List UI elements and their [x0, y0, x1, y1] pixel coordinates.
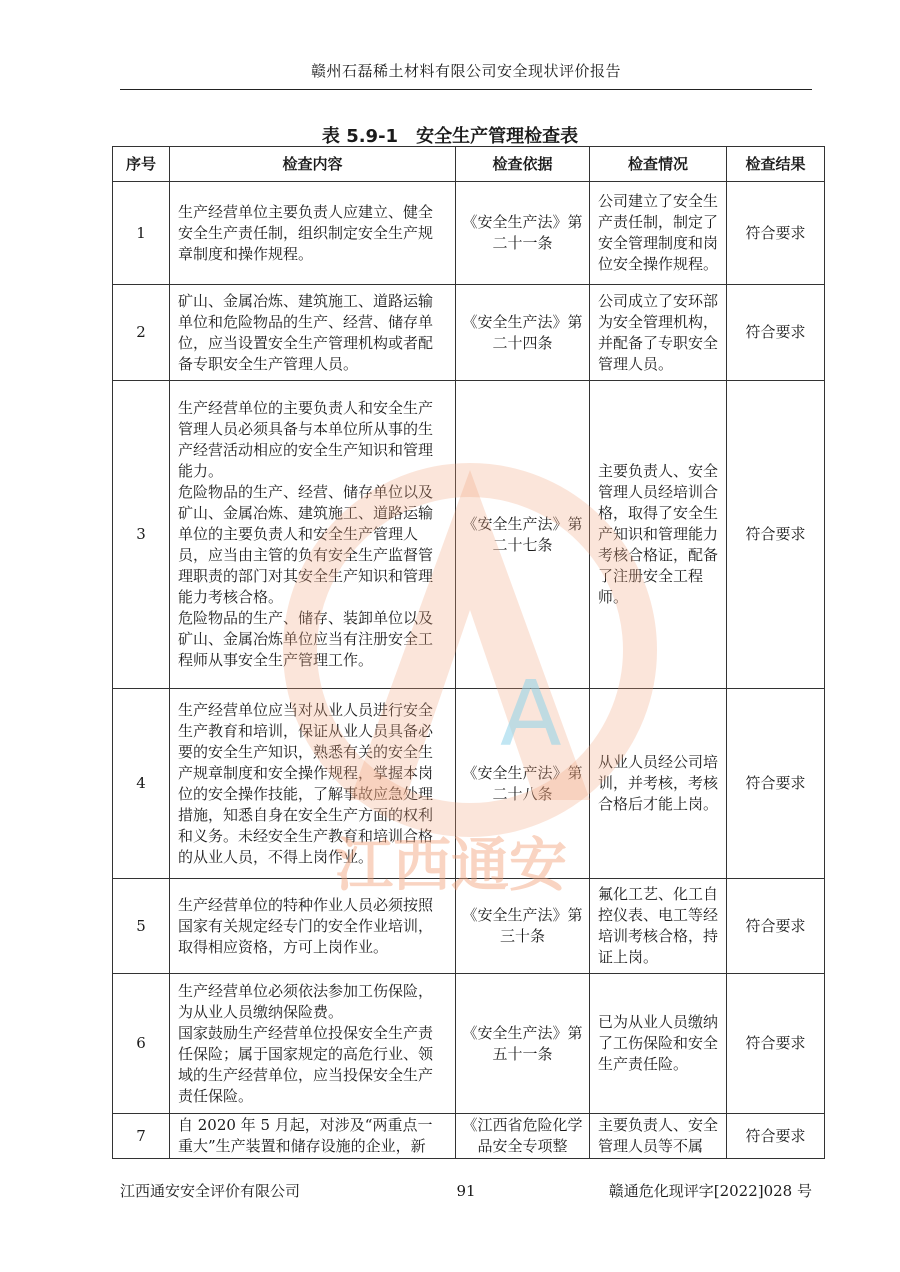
table-row	[113, 285, 825, 381]
check-content	[170, 879, 456, 974]
check-content-paragraph: 国家鼓励生产经营单位投保安全生产责任保险；属于国家规定的高危行业、领域的生产经营单位，应当投保安全生产责任保险。	[178, 1023, 434, 1105]
row-number: 6	[113, 974, 170, 1114]
check-content-paragraph: 自 2020 年 5 月起，对涉及“两重点一重大”生产装置和储存设施的企业，新	[178, 1116, 433, 1155]
check-basis: 《安全生产法》第二十一条	[456, 182, 590, 285]
check-content	[170, 182, 456, 285]
footer-company: 江西通安安全评价有限公司	[120, 1182, 301, 1200]
check-content-paragraph: 生产经营单位的主要负责人和安全生产管理人员必须具备与本单位所从事的生产经营活动相应的安全生产知识和管理能力。	[178, 399, 434, 480]
page-header	[120, 60, 812, 90]
check-content	[170, 381, 456, 689]
check-content	[170, 689, 456, 879]
check-basis: 《江西省危险化学品安全专项整	[456, 1114, 590, 1159]
column-header-no: 序号	[113, 147, 170, 182]
table-title: 表 5.9-1 安全生产管理检查表	[321, 126, 579, 147]
table-row	[113, 879, 825, 974]
check-basis: 《安全生产法》第五十一条	[456, 974, 590, 1114]
check-content-paragraph: 生产经营单位必须依法参加工伤保险，为从业人员缴纳保险费。	[178, 981, 434, 1021]
check-content-paragraph: 生产经营单位应当对从业人员进行安全生产教育和培训，保证从业人员具备必要的安全生产知识，熟悉有关的安全生产规章制度和安全操作规程，掌握本岗位的安全操作技能，了解事故应急处理措施，知悉自身在安全生产方面的权利和义务。未经安全生产教育和培训合格的从业人员，不得上岗作业。	[178, 700, 434, 866]
check-basis: 《安全生产法》第三十条	[456, 879, 590, 974]
column-header-result: 检查结果	[727, 147, 825, 182]
row-number: 7	[113, 1114, 170, 1159]
table-row	[113, 1114, 825, 1159]
row-number: 1	[113, 182, 170, 285]
table-row	[113, 974, 825, 1114]
table-row	[113, 689, 825, 879]
row-number: 3	[113, 381, 170, 689]
check-status: 主要负责人、安全管理人员等不属	[590, 1114, 727, 1159]
row-number: 4	[113, 689, 170, 879]
header-title: 赣州石磊稀土材料有限公司安全现状评价报告	[310, 62, 621, 80]
check-status: 已为从业人员缴纳了工伤保险和安全生产责任险。	[590, 974, 727, 1114]
check-status: 公司建立了安全生产责任制，制定了安全管理制度和岗位安全操作规程。	[590, 182, 727, 285]
check-basis: 《安全生产法》第二十四条	[456, 285, 590, 381]
check-content-paragraph: 矿山、金属冶炼、建筑施工、道路运输单位和危险物品的生产、经营、储存单位，应当设置安全生产管理机构或者配备专职安全生产管理人员。	[178, 291, 434, 373]
check-result: 符合要求	[727, 381, 825, 689]
seal-text: 江西通安	[335, 831, 568, 899]
check-result: 符合要求	[727, 974, 825, 1114]
table-row	[113, 182, 825, 285]
check-content	[170, 285, 456, 381]
check-content-paragraph: 生产经营单位主要负责人应建立、健全安全生产责任制，组织制定安全生产规章制度和操作规程。	[178, 202, 434, 263]
column-header-basis: 检查依据	[456, 147, 590, 182]
check-status: 从业人员经公司培训，并考核，考核合格后才能上岗。	[590, 689, 727, 879]
column-header-content: 检查内容	[170, 147, 456, 182]
check-result: 符合要求	[727, 182, 825, 285]
seal-letter: A	[500, 662, 562, 767]
row-number: 5	[113, 879, 170, 974]
check-content-paragraph: 危险物品的生产、经营、储存单位以及矿山、金属冶炼、建筑施工、道路运输单位的主要负责人和安全生产管理人员，应当由主管的负有安全生产监督管理职责的部门对其安全生产知识和管理能力考核合格。	[178, 483, 434, 606]
check-result: 符合要求	[727, 879, 825, 974]
check-content-paragraph: 危险物品的生产、储存、装卸单位以及矿山、金属冶炼单位应当有注册安全工程师从事安全生产管理工作。	[178, 609, 434, 669]
check-basis: 《安全生产法》第二十七条	[456, 381, 590, 689]
check-basis: 《安全生产法》第二十八条	[456, 689, 590, 879]
safety-management-checklist-table	[112, 146, 825, 1159]
table-row	[113, 381, 825, 689]
row-number: 2	[113, 285, 170, 381]
table-header-row	[113, 147, 825, 182]
check-result: 符合要求	[727, 1114, 825, 1159]
check-content	[170, 974, 456, 1114]
check-status: 氟化工艺、化工自控仪表、电工等经培训考核合格，持证上岗。	[590, 879, 727, 974]
column-header-status: 检查情况	[590, 147, 727, 182]
check-content-paragraph: 生产经营单位的特种作业人员必须按照国家有关规定经专门的安全作业培训，取得相应资格，方可上岗作业。	[178, 895, 434, 956]
page-number: 91	[456, 1182, 476, 1200]
check-content	[170, 1114, 456, 1159]
check-result: 符合要求	[727, 285, 825, 381]
document-number: 赣通危化现评字[2022]028 号	[608, 1182, 812, 1200]
check-result: 符合要求	[727, 689, 825, 879]
check-status: 主要负责人、安全管理人员经培训合格，取得了安全生产知识和管理能力考核合格证，配备了注册安全工程师。	[590, 381, 727, 689]
check-status: 公司成立了安环部为安全管理机构，并配备了专职安全管理人员。	[590, 285, 727, 381]
inspection-table-wrapper	[112, 146, 824, 1159]
